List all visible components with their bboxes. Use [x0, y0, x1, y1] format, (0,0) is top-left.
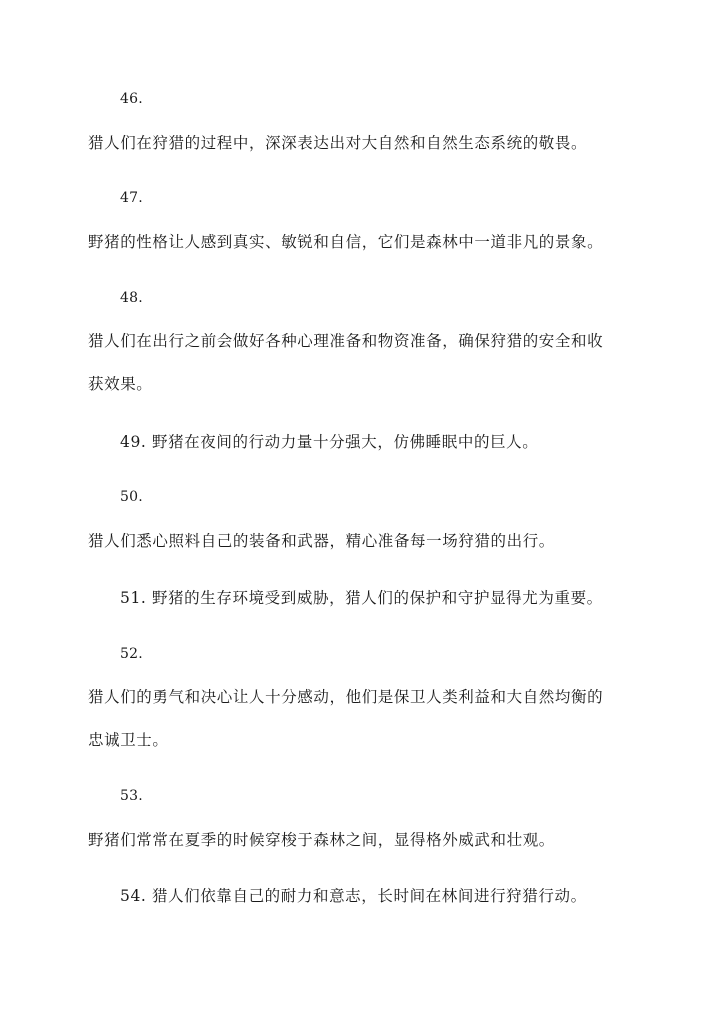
item-49: 49. 野猪在夜间的行动力量十分强大，仿佛睡眠中的巨人。 [120, 433, 539, 451]
item-text-52-line-1: 猎人们的勇气和决心让人十分感动，他们是保卫人类利益和大自然均衡的 [88, 688, 604, 706]
item-text-46: 猎人们在狩猎的过程中，深深表达出对大自然和自然生态系统的敬畏。 [88, 134, 588, 152]
item-text-50: 猎人们悉心照料自己的装备和武器，精心准备每一场狩猎的出行。 [88, 532, 555, 550]
item-text-48-line-1: 猎人们在出行之前会做好各种心理准备和物资准备，确保狩猎的安全和收 [88, 332, 604, 350]
item-text-48-line-2: 获效果。 [88, 375, 153, 393]
item-number-47: 47. [120, 190, 143, 206]
item-number-50: 50. [120, 489, 143, 505]
item-number-48: 48. [120, 290, 143, 306]
item-number-46: 46. [120, 91, 143, 107]
item-51: 51. 野猪的生存环境受到威胁，猎人们的保护和守护显得尤为重要。 [120, 589, 603, 607]
item-number-52: 52. [120, 646, 143, 662]
item-number-53: 53. [120, 788, 143, 804]
item-text-53: 野猪们常常在夏季的时候穿梭于森林之间，显得格外威武和壮观。 [88, 831, 555, 849]
item-54: 54. 猎人们依靠自己的耐力和意志，长时间在林间进行狩猎行动。 [120, 887, 587, 905]
item-text-47: 野猪的性格让人感到真实、敏锐和自信，它们是森林中一道非凡的景象。 [88, 233, 604, 251]
item-text-52-line-2: 忠诚卫士。 [88, 731, 169, 749]
